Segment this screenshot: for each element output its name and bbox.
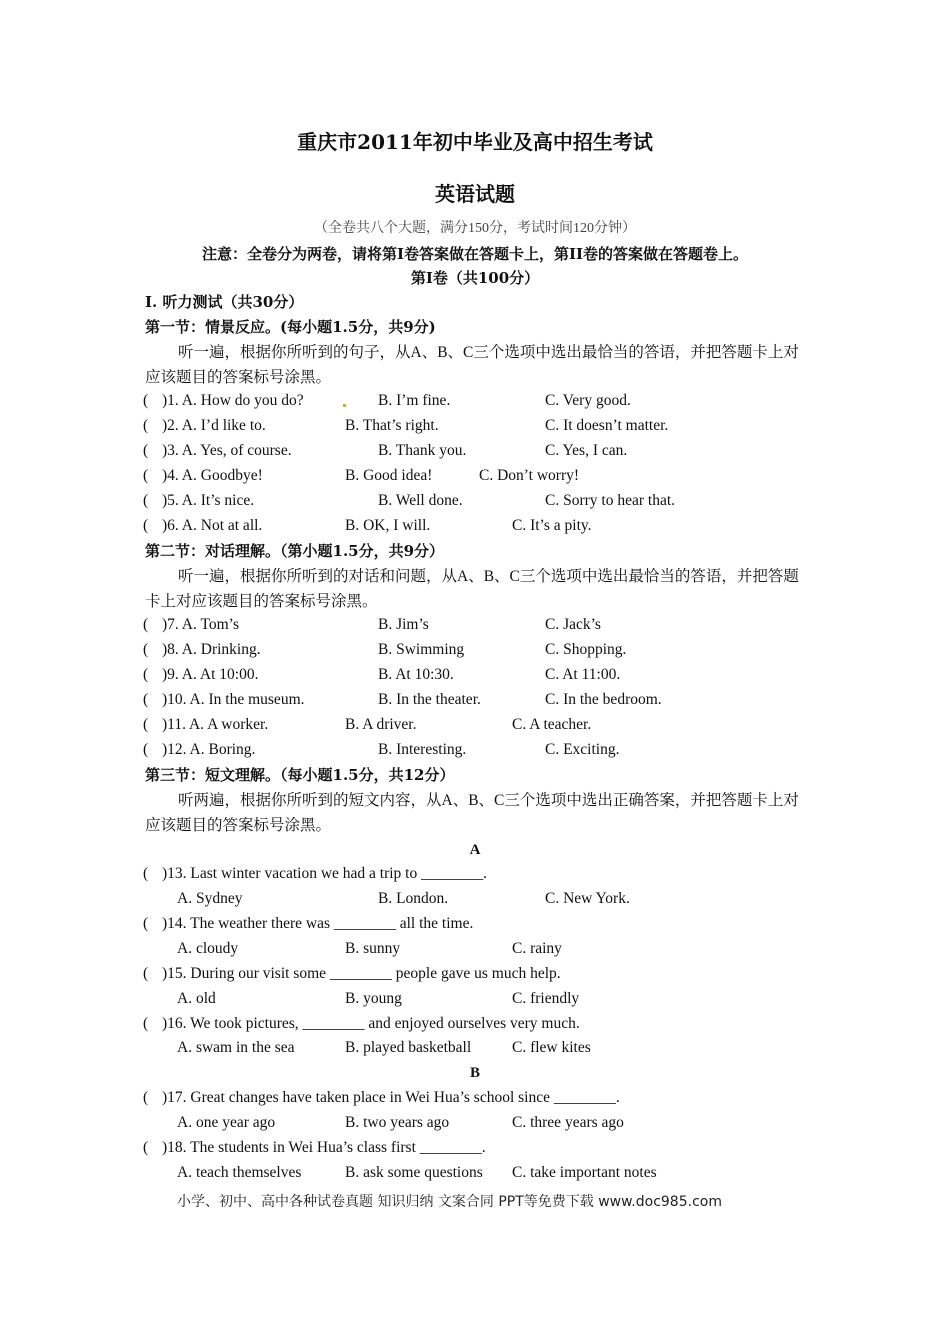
question-option-b: B. played basketball — [345, 1039, 472, 1056]
question-stem: )14. The weather there was ________ all the time. — [162, 915, 474, 932]
answer-blank[interactable]: ( — [143, 1015, 149, 1032]
question-option-c: C. Yes, I can. — [545, 442, 628, 459]
section2-instruction — [145, 564, 810, 614]
question-option-a: A. cloudy — [177, 940, 239, 957]
question-option-a: A. old — [177, 990, 216, 1007]
question-option-c: C. A teacher. — [512, 716, 592, 733]
question-stem: )16. We took pictures, ________ and enjoyed ourselves very much. — [162, 1015, 580, 1032]
question-option-b: B. sunny — [345, 940, 401, 957]
question-option-b: B. Swimming — [378, 641, 465, 658]
question-option-a: A. Sydney — [177, 890, 243, 907]
subject-title: 英语试题 — [435, 182, 515, 206]
answer-blank[interactable]: ( — [143, 691, 149, 708]
question-option-a: A. one year ago — [177, 1114, 276, 1131]
exam-notice: 注意：全卷分为两卷，请将第I卷答案做在答题卡上，第II卷的答案做在答题卷上。 — [201, 245, 749, 263]
question-option-c: C. At 11:00. — [545, 666, 621, 683]
question-option-a: )11. A. A worker. — [162, 716, 269, 733]
answer-blank[interactable]: ( — [143, 641, 149, 658]
answer-blank[interactable]: ( — [143, 392, 149, 409]
question-option-c: C. It’s a pity. — [512, 517, 592, 534]
answer-blank[interactable]: ( — [143, 865, 149, 882]
question-option-c: C. Very good. — [545, 392, 631, 409]
answer-blank[interactable]: ( — [143, 666, 149, 683]
question-option-b: B. two years ago — [345, 1114, 450, 1131]
speck-mark — [343, 404, 346, 407]
question-option-b: B. That’s right. — [345, 417, 439, 434]
question-stem: )13. Last winter vacation we had a trip to ________. — [162, 865, 487, 882]
question-option-b: B. Jim’s — [378, 616, 429, 633]
question-option-a: )2. A. I’d like to. — [162, 417, 266, 434]
question-option-b: B. ask some questions — [345, 1164, 483, 1181]
question-option-c: C. Sorry to hear that. — [545, 492, 676, 509]
question-option-a: A. swam in the sea — [177, 1039, 295, 1056]
question-option-b: B. In the theater. — [378, 691, 481, 708]
question-option-a: )5. A. It’s nice. — [162, 492, 255, 509]
question-option-c: C. Jack’s — [545, 616, 601, 633]
passage-a-label: A — [469, 842, 481, 858]
answer-blank[interactable]: ( — [143, 442, 149, 459]
question-option-c: C. Exciting. — [545, 741, 620, 758]
answer-blank[interactable]: ( — [143, 915, 149, 932]
question-option-c: C. Shopping. — [545, 641, 627, 658]
question-option-a: )1. A. How do you do? — [162, 392, 304, 409]
section3-heading: 第三节：短文理解。（每小题1.5分，共12分） — [145, 766, 455, 784]
question-option-b: B. At 10:30. — [378, 666, 454, 683]
section3-instruction — [145, 788, 810, 838]
exam-title: 重庆市2011年初中毕业及高中招生考试 — [297, 130, 653, 154]
question-option-a: )7. A. Tom’s — [162, 616, 240, 633]
part1-heading: I. 听力测试（共30分） — [145, 293, 304, 311]
question-option-b: B. Thank you. — [378, 442, 467, 459]
question-stem: )18. The students in Wei Hua’s class first ________. — [162, 1139, 486, 1156]
answer-blank[interactable]: ( — [143, 716, 149, 733]
question-option-a: )12. A. Boring. — [162, 741, 256, 758]
passage-b-label: B — [469, 1065, 480, 1081]
volume-heading: 第I卷（共100分） — [410, 269, 540, 287]
question-stem: )15. During our visit some ________ people gave us much help. — [162, 965, 561, 982]
question-option-c: C. rainy — [512, 940, 562, 957]
section1-instruction — [145, 340, 810, 390]
exam-info: （全卷共八个大题，满分150分，考试时间120分钟） — [314, 221, 636, 236]
question-option-c: C. New York. — [545, 890, 630, 907]
question-option-a: )4. A. Goodbye! — [162, 467, 263, 484]
answer-blank[interactable]: ( — [143, 1089, 149, 1106]
question-option-c: C. friendly — [512, 990, 580, 1007]
question-option-b: B. Well done. — [378, 492, 463, 509]
question-option-a: )9. A. At 10:00. — [162, 666, 259, 683]
answer-blank[interactable]: ( — [143, 1139, 149, 1156]
footer-watermark: 小学、初中、高中各种试卷真题 知识归纳 文案合同 PPT等免费下载 www.doc985.com — [177, 1194, 722, 1210]
section2-instruction-text: 听一遍，根据你所听到的对话和问题，从A、B、C三个选项中选出最恰当的答语，并把答题卡上对应该题目的答案标号涂黑。 — [145, 568, 799, 610]
answer-blank[interactable]: ( — [143, 965, 149, 982]
question-option-a: )6. A. Not at all. — [162, 517, 263, 534]
question-option-c: C. take important notes — [512, 1164, 657, 1181]
question-option-a: A. teach themselves — [177, 1164, 302, 1181]
question-option-c: C. flew kites — [512, 1039, 591, 1056]
question-option-a: )8. A. Drinking. — [162, 641, 261, 658]
answer-blank[interactable]: ( — [143, 467, 149, 484]
section2-heading: 第二节：对话理解。（第小题1.5分，共9分） — [145, 542, 445, 560]
answer-blank[interactable]: ( — [143, 741, 149, 758]
section3-instruction-text: 听两遍，根据你所听到的短文内容，从A、B、C三个选项中选出正确答案，并把答题卡上对应该题目的答案标号涂黑。 — [145, 792, 799, 834]
question-stem: )17. Great changes have taken place in Wei Hua’s school since ________. — [162, 1089, 620, 1106]
question-option-b: B. I’m fine. — [378, 392, 451, 409]
question-option-c: C. Don’t worry! — [479, 467, 580, 484]
answer-blank[interactable]: ( — [143, 517, 149, 534]
question-option-b: B. Good idea! — [345, 467, 433, 484]
answer-blank[interactable]: ( — [143, 417, 149, 434]
question-option-b: B. A driver. — [345, 716, 417, 733]
question-option-c: C. It doesn’t matter. — [545, 417, 669, 434]
answer-blank[interactable]: ( — [143, 616, 149, 633]
question-option-c: C. In the bedroom. — [545, 691, 662, 708]
question-option-a: )10. A. In the museum. — [162, 691, 305, 708]
answer-blank[interactable]: ( — [143, 492, 149, 509]
question-option-a: )3. A. Yes, of course. — [162, 442, 292, 459]
question-option-b: B. Interesting. — [378, 741, 467, 758]
question-option-c: C. three years ago — [512, 1114, 624, 1131]
question-option-b: B. London. — [378, 890, 449, 907]
section1-instruction-text: 听一遍，根据你所听到的句子，从A、B、C三个选项中选出最恰当的答语，并把答题卡上对应该题目的答案标号涂黑。 — [145, 344, 799, 386]
question-option-b: B. young — [345, 990, 402, 1007]
question-option-b: B. OK, I will. — [345, 517, 431, 534]
section1-heading: 第一节：情景反应。(每小题1.5分，共9分) — [145, 318, 436, 336]
